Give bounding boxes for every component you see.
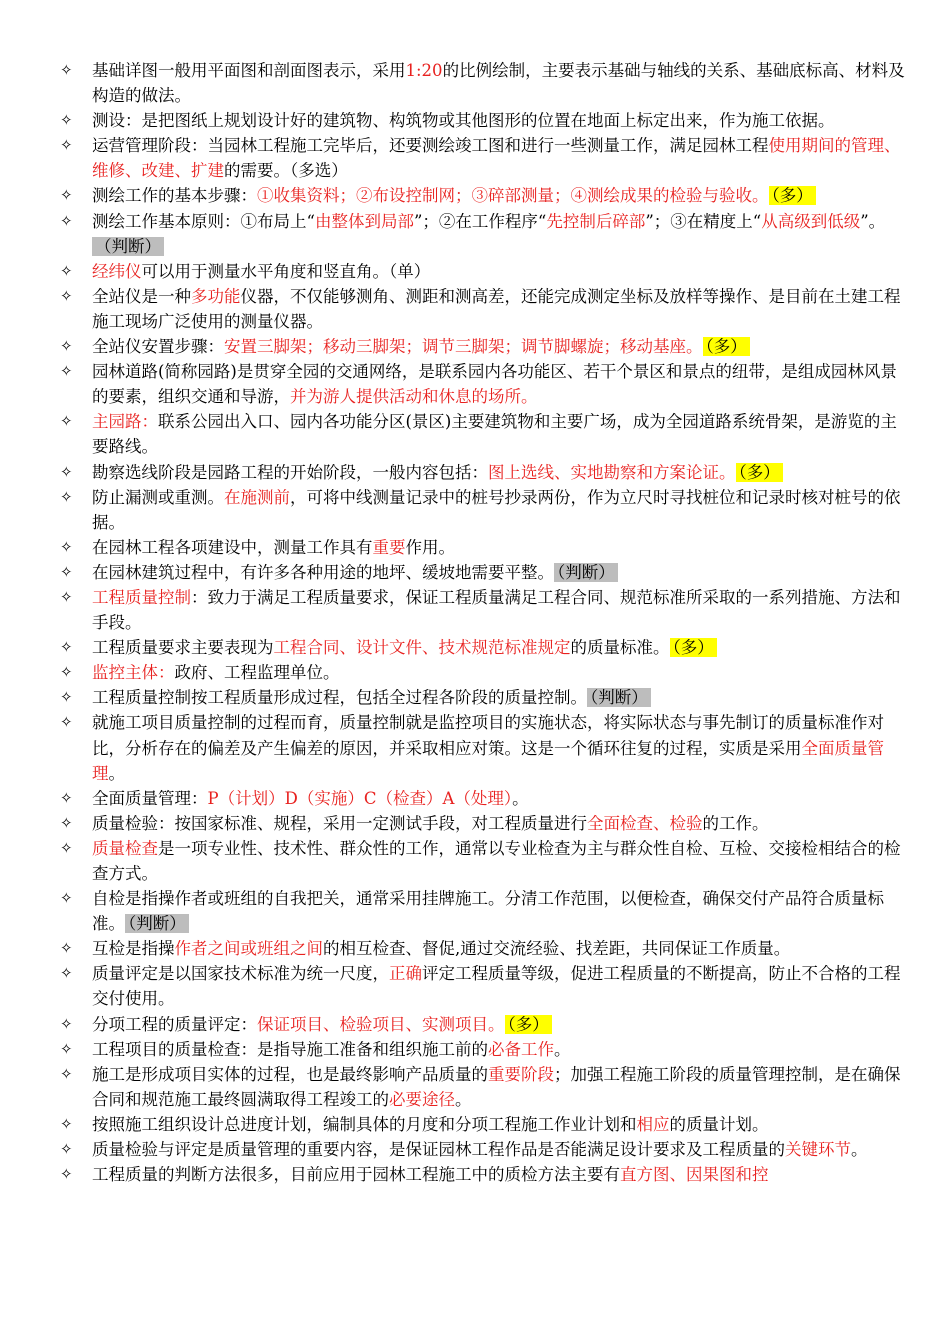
list-item xyxy=(58,183,908,208)
emphasis-text: 重要 xyxy=(372,537,406,557)
list-item xyxy=(58,811,908,836)
list-item-text xyxy=(92,1115,769,1134)
body-text: 质量评定是以国家技术标准为统一尺度， xyxy=(92,964,389,984)
body-text: 园林道路(简称园路)是贯穿全园的交通网络，是联系园内各功能区、若干个景区和景点的纽带，是组成园林风景的要素，组织交通和导游， xyxy=(92,362,897,407)
emphasis-text: 重要阶段 xyxy=(488,1064,554,1084)
list-item xyxy=(58,409,908,459)
bullet-icon: ✧ xyxy=(60,889,73,908)
list-item-text xyxy=(92,362,897,406)
body-text: 的相互检查、督促,通过交流经验、找差距，共同保证工作质量。 xyxy=(323,939,791,959)
list-item-text xyxy=(92,212,885,256)
bullet-icon: ✧ xyxy=(60,688,73,707)
body-text: 。 xyxy=(554,1039,571,1059)
bullet-icon: ✧ xyxy=(60,537,73,556)
body-text: 联系公园出入口、园内各功能分区(景区)主要建筑物和主要广场，成为全园道路系统骨架，是游览的主要路线。 xyxy=(92,412,897,457)
list-item-text xyxy=(92,789,529,808)
body-text: 评定工程质量等级，促进工程质量的不断提高，防止不合格的工程交付使用。 xyxy=(92,964,901,1009)
list-item xyxy=(58,635,908,660)
list-item-text xyxy=(92,186,816,205)
bullet-icon: ✧ xyxy=(60,136,73,155)
bullet-icon: ✧ xyxy=(60,1165,73,1184)
emphasis-text: 正确 xyxy=(389,964,422,984)
emphasis-text: 工程合同、设计文件、技术规范标准规定 xyxy=(273,638,571,658)
list-item xyxy=(58,485,908,535)
true-false-tag: （判断） xyxy=(92,237,164,256)
list-item xyxy=(58,1037,908,1062)
list-item-text xyxy=(92,839,901,883)
list-item xyxy=(58,886,908,936)
body-text: 基础详图一般用平面图和剖面图表示，采用 xyxy=(92,61,406,80)
emphasis-text: 使用期间的管理、维修、改建、扩建 xyxy=(92,136,901,181)
emphasis-text: 多功能 xyxy=(191,286,241,306)
list-item-text xyxy=(92,964,901,1008)
list-item xyxy=(58,710,908,785)
body-text: 勘察选线阶段是园路工程的开始阶段，一般内容包括： xyxy=(92,462,488,482)
emphasis-text: 必备工作 xyxy=(488,1039,554,1059)
body-text: 互检是指操 xyxy=(92,939,175,959)
body-text: 工程质量控制按工程质量形成过程，包括全过程各阶段的质量控制。 xyxy=(92,688,587,708)
list-item-text xyxy=(92,488,901,532)
list-item xyxy=(58,961,908,1011)
bullet-icon: ✧ xyxy=(60,1014,73,1033)
list-item xyxy=(58,685,908,710)
list-item-text xyxy=(92,638,717,657)
bullet-icon: ✧ xyxy=(60,838,73,857)
emphasis-text: 从高级到低级 xyxy=(761,211,861,231)
bullet-icon: ✧ xyxy=(60,663,73,682)
multi-choice-tag: （多） xyxy=(769,186,816,205)
body-text: 工程项目的质量检查：是指导施工准备和组织施工前的 xyxy=(92,1039,488,1059)
body-text: 仪器，不仅能够测角、测距和测高差，还能完成测定坐标及放样等操作、是目前在土建工程施工现场广泛使用的测量仪器。 xyxy=(92,286,901,331)
bullet-icon: ✧ xyxy=(60,1114,73,1133)
body-text: ”；③在精度上“ xyxy=(645,211,762,231)
list-item-text xyxy=(92,463,783,482)
body-text: 可以用于测量水平角度和竖直角。（单） xyxy=(141,261,431,281)
body-text: 是一项专业性、技术性、群众性的工作，通常以专业检查为主与群众性自检、互检、交接检相结合的检查方式。 xyxy=(92,838,901,883)
list-item-text xyxy=(92,563,618,582)
emphasis-text: 关键环节 xyxy=(785,1140,851,1160)
emphasis-text: 工程质量控制 xyxy=(92,587,191,607)
body-text: 按照施工组织设计总进度计划，编制具体的月度和分项工程施工作业计划和 xyxy=(92,1114,637,1134)
emphasis-text: 保证项目、检验项目、实测项目。 xyxy=(257,1014,505,1034)
emphasis-text: 主园路： xyxy=(92,412,158,432)
bullet-icon: ✧ xyxy=(60,939,73,958)
emphasis-text: 直方图、因果图和控 xyxy=(620,1165,769,1185)
body-text: 工程质量要求主要表现为 xyxy=(92,638,274,658)
bullet-icon: ✧ xyxy=(60,462,73,481)
body-text: 全站仪是一种 xyxy=(92,286,191,306)
body-text: 测设：是把图纸上规划设计好的建筑物、构筑物或其他图形的位置在地面上标定出来，作为施工依据。 xyxy=(92,111,835,131)
body-text: ”。 xyxy=(860,211,886,231)
bullet-icon: ✧ xyxy=(60,1064,73,1083)
emphasis-text: 必要途径 xyxy=(389,1089,455,1109)
body-text: 施工是形成项目实体的过程，也是最终影响产品质量的 xyxy=(92,1064,488,1084)
emphasis-text: 全面质量管理 xyxy=(92,738,884,783)
body-text: 的质量计划。 xyxy=(669,1114,769,1134)
list-item-text xyxy=(92,1015,552,1034)
body-text: ，可将中线测量记录中的桩号抄录两份，作为立尺时寻找桩位和记录时核对桩号的依据。 xyxy=(92,487,901,532)
list-item-text xyxy=(92,136,901,180)
body-text: 的工作。 xyxy=(702,813,769,833)
list-item xyxy=(58,209,908,259)
list-item-text xyxy=(92,663,340,682)
bullet-icon: ✧ xyxy=(60,261,73,280)
list-item xyxy=(58,359,908,409)
bullet-icon: ✧ xyxy=(60,337,73,356)
multi-choice-tag: （多） xyxy=(505,1015,552,1034)
body-text: 防止漏测或重测。 xyxy=(92,487,224,507)
list-item-text xyxy=(92,337,750,356)
true-false-tag: （判断） xyxy=(554,563,618,582)
list-item xyxy=(58,660,908,685)
bullet-icon: ✧ xyxy=(60,587,73,606)
bullet-icon: ✧ xyxy=(60,211,73,230)
bullet-icon: ✧ xyxy=(60,813,73,832)
emphasis-text: 图上选线、实地勘察和方案论证。 xyxy=(488,462,736,482)
list-item-text xyxy=(92,1165,769,1184)
bullet-icon: ✧ xyxy=(60,788,73,807)
list-item-text xyxy=(92,412,897,456)
body-text: 政府、工程监理单位。 xyxy=(174,663,340,683)
emphasis-text: 在施测前 xyxy=(224,487,290,507)
body-text: 的比例绘制，主要表示基础与轴线的关系、基础底标高、材料及构造的做法。 xyxy=(92,61,905,106)
emphasis-text: 安置三脚架；移动三脚架；调节三脚架；调节脚螺旋；移动基座。 xyxy=(224,337,703,357)
body-text: 就施工项目质量控制的过程而育，质量控制就是监控项目的实施状态，将实际状态与事先制订的质量标准作对比，分析存在的偏差及产生偏差的原因，并采取相应对策。这是一个循环往复的过程，实质是采用 xyxy=(92,713,884,758)
body-text: 质量检验与评定是质量管理的重要内容，是保证园林工程作品是否能满足设计要求及工程质量的 xyxy=(92,1140,785,1160)
body-text: 全面质量管理： xyxy=(92,788,208,808)
list-item xyxy=(58,1062,908,1112)
bullet-icon: ✧ xyxy=(60,1039,73,1058)
emphasis-text: ①收集资料；②布设控制网；③碎部测量；④测绘成果的检验与验收。 xyxy=(257,186,769,206)
bullet-icon: ✧ xyxy=(60,362,73,381)
body-text: ：致力于满足工程质量要求，保证工程质量满足工程合同、规范标准所采取的一系列措施、方法和手段。 xyxy=(92,587,901,633)
emphasis-text: 作者之间或班组之间 xyxy=(174,939,323,959)
body-text: 测绘工作基本原则：①布局上“ xyxy=(92,211,315,231)
body-text: 的质量标准。 xyxy=(570,638,670,658)
list-item xyxy=(58,1137,908,1162)
list-item xyxy=(58,585,908,635)
bullet-icon: ✧ xyxy=(60,964,73,983)
emphasis-text: 经纬仪 xyxy=(92,261,142,281)
body-text: ”；②在工作程序“ xyxy=(413,211,547,231)
list-item-text xyxy=(92,939,790,958)
body-text: 运营管理阶段：当园林工程施工完毕后，还要测绘竣工图和进行一些测量工作，满足园林工程 xyxy=(92,136,769,156)
emphasis-text: 1:20 xyxy=(405,61,443,80)
document-page xyxy=(58,58,908,1187)
bullet-icon: ✧ xyxy=(60,1140,73,1159)
list-item-text xyxy=(92,287,901,331)
list-item-text xyxy=(92,688,651,707)
list-item-text xyxy=(92,713,884,782)
body-text: 。 xyxy=(851,1140,868,1160)
list-item xyxy=(58,133,908,183)
bullet-icon: ✧ xyxy=(60,638,73,657)
emphasis-text: 质量检查 xyxy=(92,838,158,858)
true-false-tag: （判断） xyxy=(587,688,651,707)
body-text: 。 xyxy=(512,788,529,808)
bullet-icon: ✧ xyxy=(60,186,73,205)
list-item xyxy=(58,560,908,585)
bullet-icon: ✧ xyxy=(60,562,73,581)
bullet-icon: ✧ xyxy=(60,111,73,130)
emphasis-text: 监控主体： xyxy=(92,663,175,683)
bullet-icon: ✧ xyxy=(60,286,73,305)
list-item-text xyxy=(92,1140,868,1159)
bullet-icon: ✧ xyxy=(60,412,73,431)
body-text: 全站仪安置步骤： xyxy=(92,337,224,357)
multi-choice-tag: （多） xyxy=(670,638,717,657)
emphasis-text: 先控制后碎部 xyxy=(546,211,646,231)
list-item-text xyxy=(92,889,884,933)
emphasis-text: 全面检查、检验 xyxy=(587,813,703,833)
list-item xyxy=(58,284,908,334)
list-item-text xyxy=(92,262,430,281)
list-item-text xyxy=(92,1040,571,1059)
list-item xyxy=(58,1112,908,1137)
body-text: 分项工程的质量评定： xyxy=(92,1014,257,1034)
list-item xyxy=(58,1162,908,1187)
list-item-text xyxy=(92,1065,901,1109)
list-item xyxy=(58,535,908,560)
list-item xyxy=(58,108,908,133)
list-item-text xyxy=(92,814,769,833)
emphasis-text: 由整体到局部 xyxy=(314,211,414,231)
body-text: 质量检验：按国家标准、规程，采用一定测试手段，对工程质量进行 xyxy=(92,813,587,833)
list-item-text xyxy=(92,588,901,632)
emphasis-text: 相应 xyxy=(636,1114,670,1134)
list-item xyxy=(58,334,908,359)
body-text: 在园林建筑过程中，有许多各种用途的地坪、缓坡地需要平整。 xyxy=(92,562,554,582)
true-false-tag: （判断） xyxy=(125,914,189,933)
body-text: 在园林工程各项建设中，测量工作具有 xyxy=(92,537,373,557)
list-item xyxy=(58,58,908,108)
multi-choice-tag: （多） xyxy=(736,463,783,482)
bullet-icon: ✧ xyxy=(60,713,73,732)
bullet-icon: ✧ xyxy=(60,487,73,506)
body-text: 的需要。（多选） xyxy=(224,161,348,181)
body-text: 测绘工作的基本步骤： xyxy=(92,186,257,206)
body-text: 自检是指操作者或班组的自我把关，通常采用挂牌施工。分清工作范围，以便检查，确保交付产品符合质量标准。 xyxy=(92,889,884,934)
list-item xyxy=(58,836,908,886)
list-item xyxy=(58,786,908,811)
multi-choice-tag: （多） xyxy=(703,337,750,356)
list-item xyxy=(58,936,908,961)
body-text: 。 xyxy=(108,763,125,783)
emphasis-text: P（计划）D（实施）C（检查）A（处理） xyxy=(207,788,513,808)
list-item xyxy=(58,259,908,284)
list-item-text xyxy=(92,538,455,557)
body-text: 。 xyxy=(455,1089,472,1109)
list-item xyxy=(58,460,908,485)
body-text: 工程质量的判断方法很多，目前应用于园林工程施工中的质检方法主要有 xyxy=(92,1165,620,1185)
emphasis-text: 并为游人提供活动和休息的场所。 xyxy=(290,387,538,407)
list-item-text xyxy=(92,61,905,105)
bullet-icon: ✧ xyxy=(60,61,73,79)
body-text: ；加强工程施工阶段的质量管理控制，是在确保合同和规范施工最终圆满取得工程竣工的 xyxy=(92,1064,901,1109)
list-item xyxy=(58,1012,908,1037)
body-text: 作用。 xyxy=(405,537,455,557)
list-item-text xyxy=(92,111,835,130)
